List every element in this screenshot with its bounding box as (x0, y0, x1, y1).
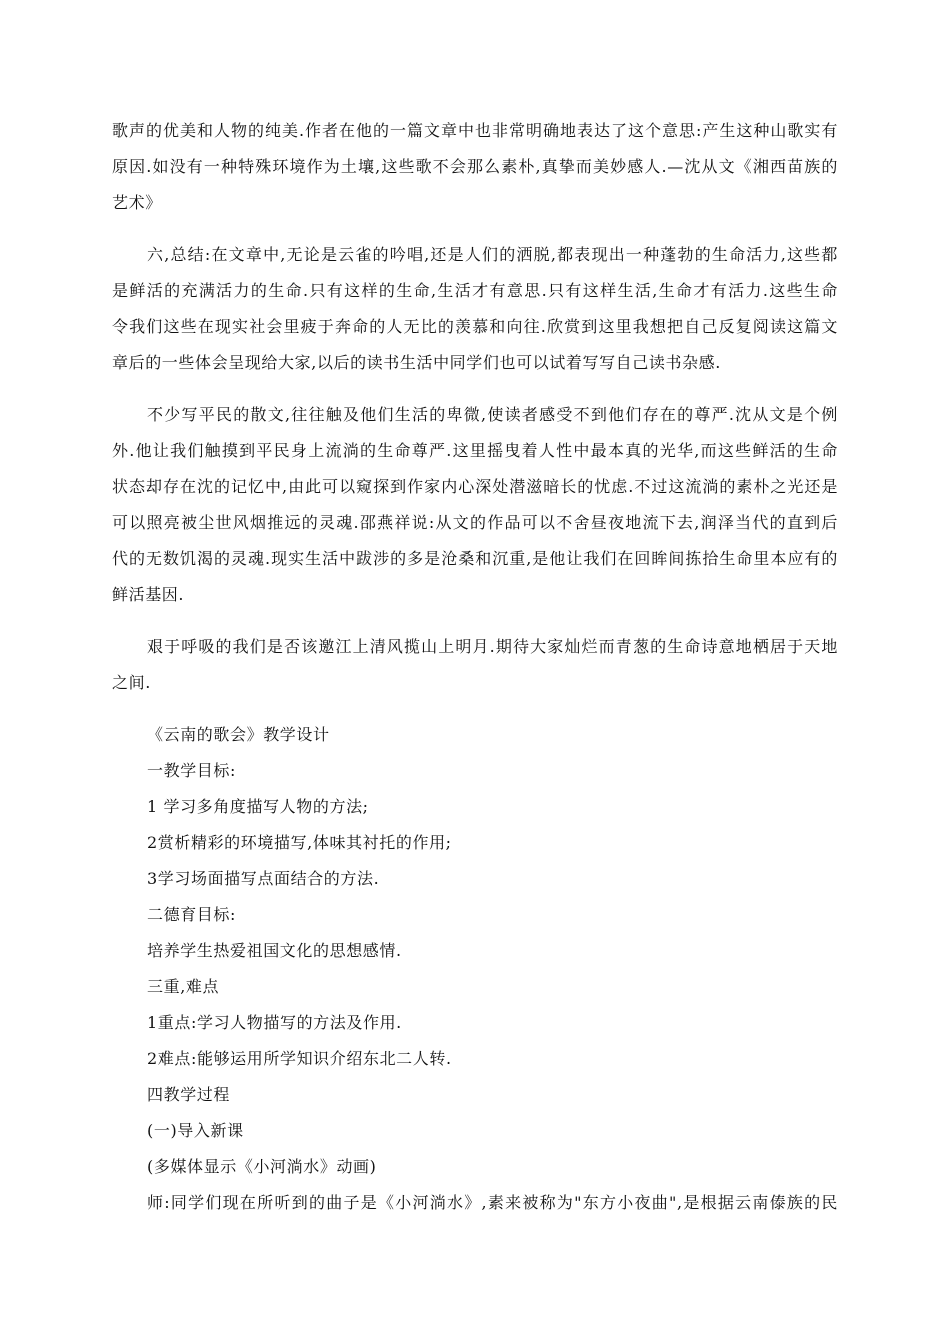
paragraph-line: 章后的一些体会呈现给大家,以后的读书生活中同学们也可以试着写写自己读书杂感. (112, 353, 721, 372)
lesson-plan-outline (112, 717, 838, 1221)
paragraph-line: 歌声的优美和人物的纯美.作者在他的一篇文章中也非常明确地表达了这个意思:产生这种山歌实有 (112, 121, 838, 140)
outline-item: 3学习场面描写点面结合的方法. (147, 869, 380, 888)
paragraph-line: 原因.如没有一种特殊环境作为土壤,这些歌不会那么素朴,真挚而美妙感人.—沈从文《湘西苗族的 (112, 157, 838, 176)
outline-heading: 二德育目标: (147, 905, 236, 924)
outline-item: 2赏析精彩的环境描写,体味其衬托的作用; (147, 833, 452, 852)
outline-subheading: (一)导入新课 (147, 1121, 244, 1140)
outline-item: 1 学习多角度描写人物的方法; (147, 797, 369, 816)
outline-heading: 一教学目标: (147, 761, 236, 780)
paragraph-line: 状态却存在沈的记忆中,由此可以窥探到作家内心深处潜滋暗长的忧虑.不过这流淌的素朴之光还是 (112, 477, 838, 496)
lesson-plan-title: 《云南的歌会》教学设计 (147, 725, 330, 744)
outline-item: 1重点:学习人物描写的方法及作用. (147, 1013, 402, 1032)
paragraph-line: 之间. (112, 673, 151, 692)
paragraph-line: 是鲜活的充满活力的生命.只有这样的生命,生活才有意思.只有这样生活,生命才有活力.这些生命 (112, 281, 838, 300)
paragraph-summary (112, 237, 838, 381)
paragraph-line: 外.他让我们触摸到平民身上流淌的生命尊严.这里摇曳着人性中最本真的光华,而这些鲜活的生命 (112, 441, 838, 460)
paragraph-line: 令我们这些在现实社会里疲于奔命的人无比的羡慕和向往.欣赏到这里我想把自己反复阅读这篇文 (112, 317, 838, 336)
outline-item: 2难点:能够运用所学知识介绍东北二人转. (147, 1049, 452, 1068)
outline-heading: 三重,难点 (147, 977, 220, 996)
paragraph-line: 六,总结:在文章中,无论是云雀的吟唱,还是人们的洒脱,都表现出一种蓬勃的生命活力,这些都 (147, 245, 838, 264)
outline-item: (多媒体显示《小河淌水》动画) (147, 1157, 377, 1176)
paragraph-line: 艰于呼吸的我们是否该邀江上清风揽山上明月.期待大家灿烂而青葱的生命诗意地栖居于天地 (147, 637, 838, 656)
outline-item: 培养学生热爱祖国文化的思想感情. (147, 941, 402, 960)
paragraph-line: 代的无数饥渴的灵魂.现实生活中跋涉的多是沧桑和沉重,是他让我们在回眸间拣拾生命里本应有的 (112, 549, 838, 568)
paragraph-line: 可以照亮被尘世风烟推远的灵魂.邵燕祥说:从文的作品可以不舍昼夜地流下去,润泽当代的直到后 (112, 513, 838, 532)
document-page (112, 113, 838, 1221)
paragraph-continuation (112, 113, 838, 221)
outline-heading: 四教学过程 (147, 1085, 231, 1104)
paragraph-line: 不少写平民的散文,往往触及他们生活的卑微,使读者感受不到他们存在的尊严.沈从文是个例 (147, 405, 838, 424)
paragraph-line: 艺术》 (112, 193, 162, 212)
teacher-dialogue-line: 师:同学们现在所听到的曲子是《小河淌水》,素来被称为"东方小夜曲",是根据云南傣族的民 (147, 1193, 838, 1212)
paragraph-commentary (112, 397, 838, 613)
paragraph-closing (112, 629, 838, 701)
paragraph-line: 鲜活基因. (112, 585, 185, 604)
